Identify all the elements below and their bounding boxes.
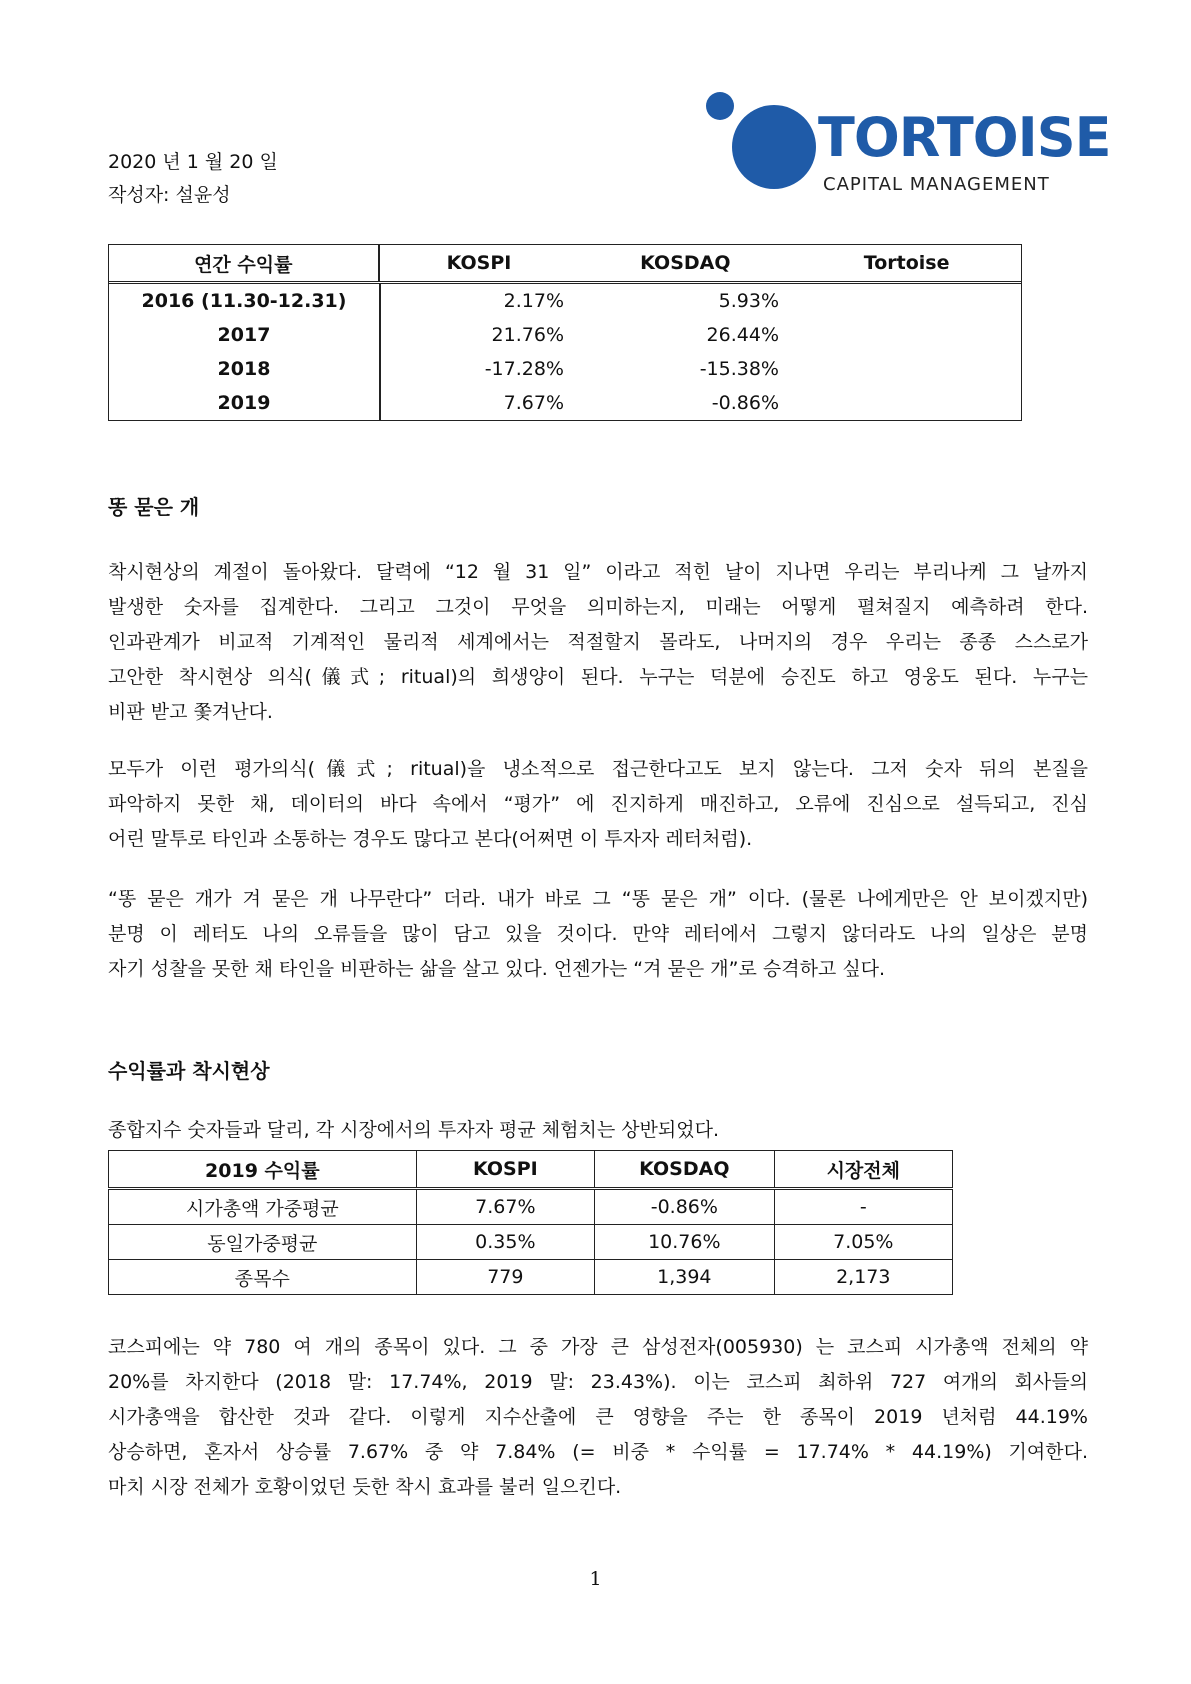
page-number: 1 (589, 1568, 602, 1590)
paragraph-line: 착시현상의 계절이 돌아왔다. 달력에 “12 월 31 일” 이라고 적힌 날이 지나면 우리는 부리나케 그 날까지 (108, 561, 1088, 583)
table-cell: 2.17% (503, 290, 564, 312)
document-date: 2020 년 1 월 20 일 (108, 151, 278, 173)
table-header-row (109, 1151, 953, 1189)
paragraph-line: 코스피에는 약 780 여 개의 종목이 있다. 그 중 가장 큰 삼성전자(005930) 는 코스피 시가총액 전체의 약 (108, 1336, 1088, 1358)
logo-big-dot (732, 105, 816, 189)
paragraph (108, 1330, 1088, 1505)
paragraph-line: 분명 이 레터도 나의 오류들을 많이 담고 있을 것이다. 만약 레터에서 그렇지 않더라도 나의 일상은 분명 (108, 923, 1088, 945)
company-logo (706, 92, 1111, 202)
table-header-cell: Tortoise (863, 252, 950, 274)
table-cell-year: 2018 (109, 352, 381, 386)
table-row (109, 1189, 953, 1225)
table-row (109, 1260, 953, 1295)
table-header-cell: 2019 수익률 (109, 1151, 417, 1189)
logo-small-dot (706, 92, 734, 120)
table-header-cell: 시장전체 (774, 1151, 952, 1189)
paragraph-line: 파악하지 못한 채, 데이터의 바다 속에서 “평가” 에 진지하게 매진하고, 오류에 진심으로 설득되고, 진심 (108, 793, 1088, 815)
table-cell: 종목수 (109, 1260, 417, 1295)
table-row (109, 284, 1021, 318)
paragraph-line: 인과관계가 비교적 기계적인 물리적 세계에서는 적절할지 몰라도, 나머지의 경우 우리는 종종 스스로가 (108, 631, 1088, 653)
table-cell: 26.44% (706, 324, 779, 346)
paragraph-line: 발생한 숫자를 집계한다. 그리고 그것이 무엇을 의미하는지, 미래는 어떻게 펼쳐질지 예측하려 한다. (108, 596, 1088, 618)
paragraph-line: 자기 성찰을 못한 채 타인을 비판하는 삶을 살고 있다. 언젠가는 “겨 묻은 개”로 승격하고 싶다. (108, 958, 886, 980)
table-header-cell: KOSPI (416, 1151, 594, 1189)
paragraph-line: 시가총액을 합산한 것과 같다. 이렇게 지수산출에 큰 영향을 주는 한 종목이 2019 년처럼 44.19% (108, 1406, 1088, 1428)
table-cell: 779 (416, 1260, 594, 1295)
table-cell-year: 2017 (109, 318, 381, 352)
paragraph-line: 어린 말투로 타인과 소통하는 경우도 많다고 본다(어쩌면 이 투자자 레터처럼). (108, 828, 753, 850)
paragraph (108, 555, 1088, 730)
paragraph-line: “똥 묻은 개가 겨 묻은 개 나무란다” 더라. 내가 바로 그 “똥 묻은 개” 이다. (물론 나에게만은 안 보이겠지만) (108, 888, 1088, 910)
paragraph (108, 882, 1088, 987)
table-cell: 동일가중평균 (109, 1225, 417, 1260)
paragraph-line: 종합지수 숫자들과 달리, 각 시장에서의 투자자 평균 체험치는 상반되었다. (108, 1119, 720, 1141)
table-cell: -17.28% (484, 358, 564, 380)
table-cell: 1,394 (595, 1260, 775, 1295)
paragraph-intro (108, 1113, 1088, 1148)
table-cell: -0.86% (711, 392, 779, 414)
section-title: 똥 묻은 개 (108, 495, 200, 519)
table-row (109, 386, 1021, 420)
document-author: 작성자: 설윤성 (108, 184, 231, 206)
table-row (109, 352, 1021, 386)
paragraph-line: 마치 시장 전체가 호황이었던 듯한 착시 효과를 불러 일으킨다. (108, 1476, 622, 1498)
table-cell: 7.05% (774, 1225, 952, 1260)
table-header-cell: KOSDAQ (640, 252, 731, 274)
table-header-cell: KOSPI (446, 252, 512, 274)
table-header-cell: 연간 수익률 (109, 245, 380, 281)
table-cell: 7.67% (503, 392, 564, 414)
table-cell: -0.86% (595, 1189, 775, 1225)
annual-returns-table (108, 244, 1022, 421)
table-cell: 5.93% (718, 290, 779, 312)
paragraph-line: 모두가 이런 평가의식(儀式; ritual)을 냉소적으로 접근한다고도 보지 않는다. 그저 숫자 뒤의 본질을 (108, 758, 1088, 780)
table-cell: 시가총액 가중평균 (109, 1189, 417, 1225)
returns-2019-table (108, 1150, 953, 1295)
table-cell-year: 2016 (11.30-12.31) (109, 284, 381, 318)
paragraph (108, 752, 1088, 857)
table-row (109, 318, 1021, 352)
logo-subtitle: CAPITAL MANAGEMENT (823, 174, 1050, 195)
table-cell: 2,173 (774, 1260, 952, 1295)
table-header-cell: KOSDAQ (595, 1151, 775, 1189)
table-cell: -15.38% (699, 358, 779, 380)
table-cell-year: 2019 (109, 386, 381, 420)
section-title: 수익률과 착시현상 (108, 1059, 270, 1083)
table-header-row (109, 245, 1021, 284)
table-row (109, 1225, 953, 1260)
paragraph-line: 비판 받고 쫓겨난다. (108, 701, 273, 723)
table-cell: 7.67% (416, 1189, 594, 1225)
table-cell: 10.76% (595, 1225, 775, 1260)
paragraph-line: 고안한 착시현상 의식(儀式; ritual)의 희생양이 된다. 누구는 덕분에 승진도 하고 영웅도 된다. 누구는 (108, 666, 1088, 688)
paragraph-line: 20%를 차지한다 (2018 말: 17.74%, 2019 말: 23.43%). 이는 코스피 최하위 727 여개의 회사들의 (108, 1371, 1088, 1393)
table-cell: 0.35% (416, 1225, 594, 1260)
table-cell: - (774, 1189, 952, 1225)
paragraph-line: 상승하면, 혼자서 상승률 7.67% 중 약 7.84% (= 비중 * 수익률 = 17.74% * 44.19%) 기여한다. (108, 1441, 1088, 1463)
logo-name: TORTOISE (818, 106, 1111, 169)
table-cell: 21.76% (491, 324, 564, 346)
document-header (108, 146, 278, 212)
